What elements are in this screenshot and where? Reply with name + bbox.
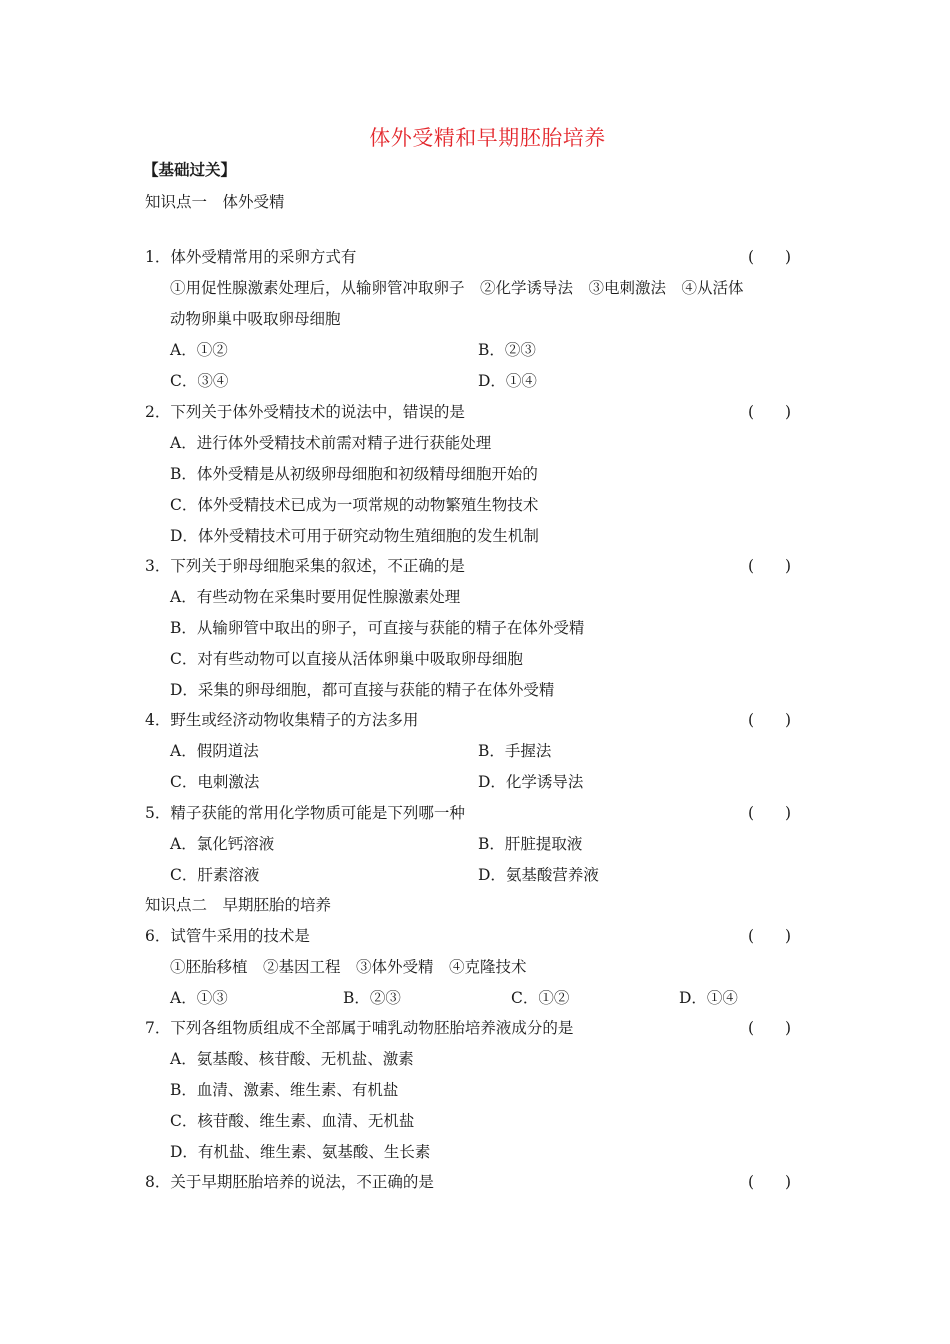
q3-option-c: C．对有些动物可以直接从活体卵巢中吸取卵母细胞 [170, 650, 523, 668]
q3-option-b: B．从输卵管中取出的卵子，可直接与获能的精子在体外受精 [170, 619, 585, 637]
q5-answer-blank: ( ) [748, 804, 792, 822]
q5-option-d: D．氨基酸营养液 [478, 866, 599, 884]
q2-option-b: B．体外受精是从初级卵母细胞和初级精母细胞开始的 [170, 465, 538, 483]
q1-item-line-2: 动物卵巢中吸取卵母细胞 [170, 310, 341, 328]
q5-option-b: B．肝脏提取液 [478, 835, 583, 853]
q6-option-a: A．①③ [170, 989, 228, 1007]
q8-answer-blank: ( ) [748, 1173, 792, 1191]
q4-option-c: C．电刺激法 [170, 773, 260, 791]
q6-stem: 6．试管牛采用的技术是 [145, 927, 310, 945]
q2-stem: 2．下列关于体外受精技术的说法中，错误的是 [145, 403, 465, 421]
q3-option-a: A．有些动物在采集时要用促性腺激素处理 [170, 588, 461, 606]
q6-item-line: ①胚胎移植 ②基因工程 ③体外受精 ④克隆技术 [170, 958, 527, 976]
q1-item-line-1: ①用促性腺激素处理后，从输卵管冲取卵子 ②化学诱导法 ③电刺激法 ④从活体 [170, 279, 744, 297]
q4-stem: 4．野生或经济动物收集精子的方法多用 [145, 711, 419, 729]
q5-stem: 5．精子获能的常用化学物质可能是下列哪一种 [145, 804, 465, 822]
q2-option-a: A．进行体外受精技术前需对精子进行获能处理 [170, 434, 492, 452]
q4-option-b: B．手握法 [478, 742, 552, 760]
q7-answer-blank: ( ) [748, 1019, 792, 1037]
q4-answer-blank: ( ) [748, 711, 792, 729]
q7-stem: 7．下列各组物质组成不全部属于哺乳动物胚胎培养液成分的是 [145, 1019, 574, 1037]
q7-option-a: A．氨基酸、核苷酸、无机盐、激素 [170, 1050, 414, 1068]
q6-option-d: D．①④ [679, 989, 738, 1007]
q4-option-a: A．假阴道法 [170, 742, 259, 760]
q1-stem: 1．体外受精常用的采卵方式有 [145, 248, 357, 266]
q3-option-d: D．采集的卵母细胞，都可直接与获能的精子在体外受精 [170, 681, 555, 699]
q6-option-b: B．②③ [343, 989, 401, 1007]
q1-option-a: A．①② [170, 341, 228, 359]
q6-option-c: C．①② [511, 989, 570, 1007]
q5-option-a: A．氯化钙溶液 [170, 835, 275, 853]
q1-option-c: C．③④ [170, 372, 229, 390]
q3-answer-blank: ( ) [748, 557, 792, 575]
knowledge-point-1: 知识点一 体外受精 [145, 193, 285, 211]
q1-option-d: D．①④ [478, 372, 537, 390]
knowledge-point-2: 知识点二 早期胚胎的培养 [145, 896, 332, 914]
q2-option-c: C．体外受精技术已成为一项常规的动物繁殖生物技术 [170, 496, 539, 514]
q7-option-b: B．血清、激素、维生素、有机盐 [170, 1081, 399, 1099]
q4-option-d: D．化学诱导法 [478, 773, 584, 791]
q3-stem: 3．下列关于卵母细胞采集的叙述，不正确的是 [145, 557, 465, 575]
q1-option-b: B．②③ [478, 341, 536, 359]
q5-option-c: C．肝素溶液 [170, 866, 260, 884]
q2-option-d: D．体外受精技术可用于研究动物生殖细胞的发生机制 [170, 527, 539, 545]
q1-answer-blank: ( ) [748, 248, 792, 266]
q8-stem: 8．关于早期胚胎培养的说法，不正确的是 [145, 1173, 434, 1191]
section-heading: 【基础过关】 [143, 160, 237, 179]
q7-option-d: D．有机盐、维生素、氨基酸、生长素 [170, 1143, 431, 1161]
page-title: 体外受精和早期胚胎培养 [369, 126, 606, 150]
q6-answer-blank: ( ) [748, 927, 792, 945]
q2-answer-blank: ( ) [748, 403, 792, 421]
q7-option-c: C．核苷酸、维生素、血清、无机盐 [170, 1112, 415, 1130]
